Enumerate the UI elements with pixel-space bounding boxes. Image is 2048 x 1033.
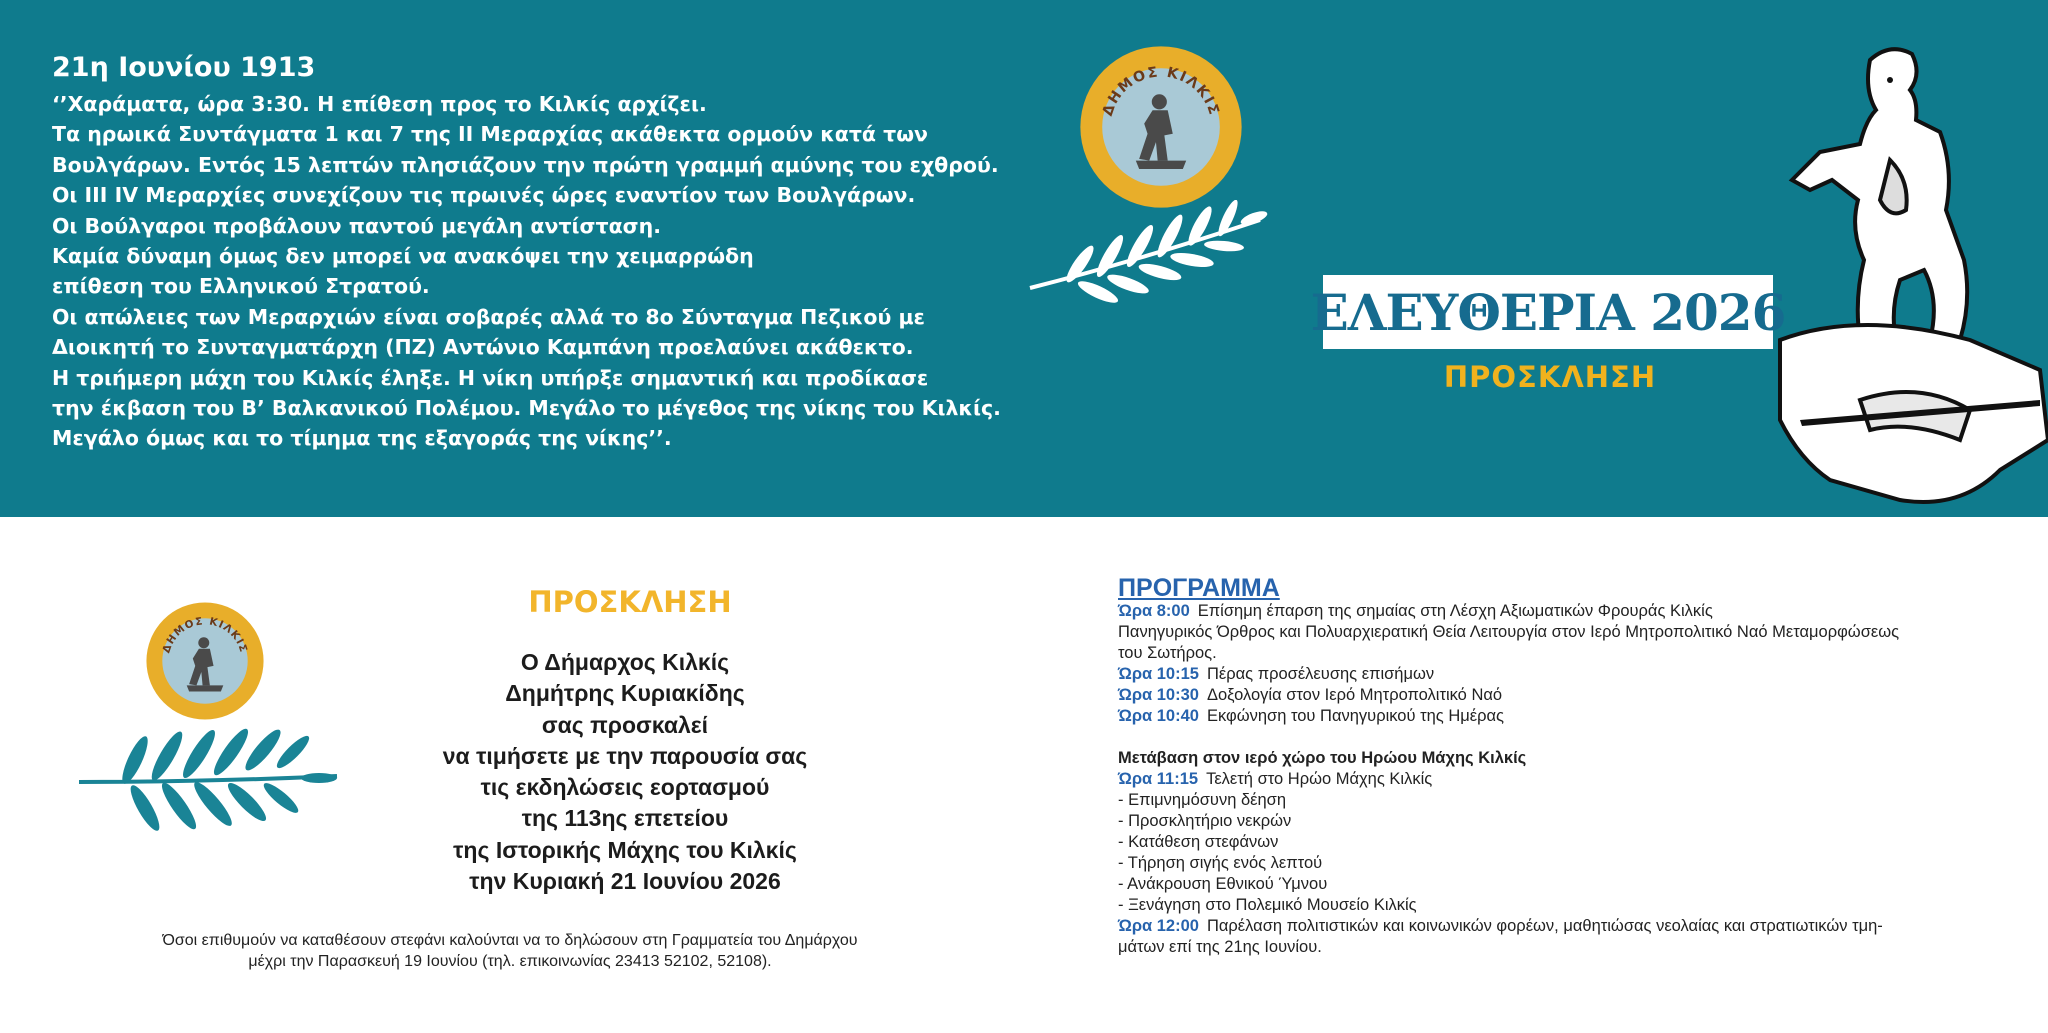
- monument-statue-image: [1740, 40, 2048, 517]
- program-time: Ώρα 8:00: [1118, 602, 1190, 620]
- history-line: ‘’Χαράματα, ώρα 3:30. Η επίθεση προς το Κιλκίς αρχίζει.: [52, 92, 707, 116]
- municipality-logo: [1077, 43, 1245, 211]
- program-list-item: - Προσκλητήριο νεκρών: [1118, 812, 1292, 830]
- wreath-note-line: μέχρι την Παρασκευή 19 Ιουνίου (τηλ. επικοινωνίας 23413 52102, 52108).: [248, 953, 772, 970]
- program-list-item: - Ξενάγηση στο Πολεμικό Μουσείο Κιλκίς: [1118, 896, 1417, 914]
- invitation-text: [380, 647, 870, 897]
- program-item: [1118, 601, 1998, 622]
- invitation-line: της Ιστορικής Μάχης του Κιλκίς: [453, 836, 797, 863]
- history-line: την έκβαση του Β’ Βαλκανικού Πολέμου. Μεγάλο το μέγεθος της νίκης του Κιλκίς.: [52, 396, 1001, 421]
- program-list-item: - Κατάθεση στεφάνων: [1118, 833, 1279, 851]
- program-text: Πέρας προσέλευσης επισήμων: [1206, 665, 1435, 683]
- invitation-line: της 113ης επετείου: [521, 805, 729, 832]
- program-section: [1118, 574, 1998, 958]
- invitation-line: την Κυριακή 21 Ιουνίου 2026: [469, 868, 781, 895]
- program-subheading: Μετάβαση στον ιερό χώρο του Ηρώου Μάχης Κιλκίς: [1118, 749, 1527, 767]
- history-line: Μεγάλο όμως και το τίμημα της εξαγοράς της νίκης’’.: [52, 426, 672, 451]
- program-title: ΠΡΟΓΡΑΜΜΑ: [1118, 574, 1280, 602]
- program-text: Δοξολογία στον Ιερό Μητροπολιτικό Ναό: [1206, 686, 1503, 704]
- program-line: του Σωτήρος.: [1118, 644, 1217, 662]
- program-time: Ώρα 10:40: [1118, 707, 1199, 725]
- program-list-item: - Επιμνημόσυνη δέηση: [1118, 791, 1287, 809]
- program-item: [1118, 685, 1998, 706]
- program-time: Ώρα 12:00: [1118, 917, 1199, 935]
- invitation-heading: ΠΡΟΣΚΛΗΣΗ: [528, 585, 732, 619]
- history-line: Οι ΙΙΙ IV Μεραρχίες συνεχίζουν τις πρωινές ώρες εναντίον των Βουλγάρων.: [52, 183, 916, 208]
- svg-text:ΔΗΜΟΣ ΚΙΛΚΙΣ: ΔΗΜΟΣ ΚΙΛΚΙΣ: [1099, 64, 1223, 119]
- program-item: [1118, 706, 1998, 727]
- history-line: Τα ηρωικά Συντάγματα 1 και 7 της ΙΙ Μεραρχίας ακάθεκτα ορμούν κατά των: [52, 122, 929, 147]
- program-line: Πανηγυρικός Όρθρος και Πολυαρχιερατική Θεία Λειτουργία στον Ιερό Μητροπολιτικό Ναό Μεταμορφώσεως: [1118, 623, 1900, 641]
- event-title-box: [1310, 275, 1786, 349]
- history-line: Βουλγάρων. Εντός 15 λεπτών πλησιάζουν την πρώτη γραμμή αμύνης του εχθρού.: [52, 152, 999, 177]
- municipality-logo: [144, 600, 266, 722]
- program-text: Εκφώνηση του Πανηγυρικού της Ημέρας: [1206, 707, 1504, 725]
- invitation-line: Δημήτρης Κυριακίδης: [505, 680, 745, 707]
- banner-subtitle: ΠΡΟΣΚΛΗΣΗ: [1443, 360, 1657, 394]
- program-time: Ώρα 11:15: [1118, 770, 1199, 788]
- olive-branch-icon: [1020, 200, 1270, 310]
- invitation-line: να τιμήσετε με την παρουσία σας: [442, 742, 808, 769]
- svg-text:ΔΗΜΟΣ ΚΙΛΚΙΣ: ΔΗΜΟΣ ΚΙΛΚΙΣ: [160, 615, 250, 655]
- history-line: Καμία δύναμη όμως δεν μπορεί να ανακόψει την χειμαρρώδη: [52, 244, 754, 269]
- program-list-item: - Τήρηση σιγής ενός λεπτού: [1118, 854, 1323, 872]
- history-line: Η τριήμερη μάχη του Κιλκίς έληξε. Η νίκη υπήρξε σημαντική και προδίκασε: [52, 365, 929, 390]
- program-text: Τελετή στο Ηρώο Μάχης Κιλκίς: [1206, 770, 1433, 788]
- program-item: [1118, 769, 1998, 790]
- spacer: [1118, 727, 1998, 748]
- history-date: 21η Ιουνίου 1913: [52, 52, 316, 83]
- olive-branch-icon: [75, 720, 340, 840]
- program-text: Παρέλαση πολιτιστικών και κοινωνικών φορέων, μαθητιώσας νεολαίας και στρατιωτικών τμη-: [1206, 917, 1883, 935]
- program-time: Ώρα 10:15: [1118, 665, 1199, 683]
- program-text: Επίσημη έπαρση της σημαίας στη Λέσχη Αξιωματικών Φρουράς Κιλκίς: [1197, 602, 1713, 620]
- program-time: Ώρα 10:30: [1118, 686, 1199, 704]
- invitation-line: τις εκδηλώσεις εορτασμού: [480, 774, 770, 801]
- history-line: Διοικητή το Συνταγματάρχη (ΠΖ) Αντώνιο Καμπάνη προελαύνει ακάθεκτο.: [52, 335, 914, 360]
- program-list-item: - Ανάκρουση Εθνικού Ύμνου: [1118, 875, 1328, 893]
- program-item: [1118, 664, 1998, 685]
- wreath-note: [100, 930, 920, 972]
- program-line: μάτων επί της 21ης Ιουνίου.: [1118, 938, 1322, 956]
- program-item: [1118, 916, 1998, 937]
- invitation-line: Ο Δήμαρχος Κιλκίς: [520, 649, 730, 675]
- history-text: [52, 52, 1012, 454]
- history-line: Οι απώλειες των Μεραρχιών είναι σοβαρές αλλά το 8ο Σύνταγμα Πεζικού με: [52, 304, 925, 329]
- event-title: ΕΛΕΥΘΕΡΙΑ 2026: [1310, 282, 1786, 342]
- wreath-note-line: Όσοι επιθυμούν να καταθέσουν στεφάνι καλούνται να το δηλώσουν στη Γραμματεία του Δημάρχου: [162, 932, 858, 949]
- history-line: επίθεση του Ελληνικού Στρατού.: [52, 274, 430, 299]
- history-line: Οι Βούλγαροι προβάλουν παντού μεγάλη αντίσταση.: [52, 213, 661, 238]
- invitation-line: σας προσκαλεί: [541, 711, 709, 738]
